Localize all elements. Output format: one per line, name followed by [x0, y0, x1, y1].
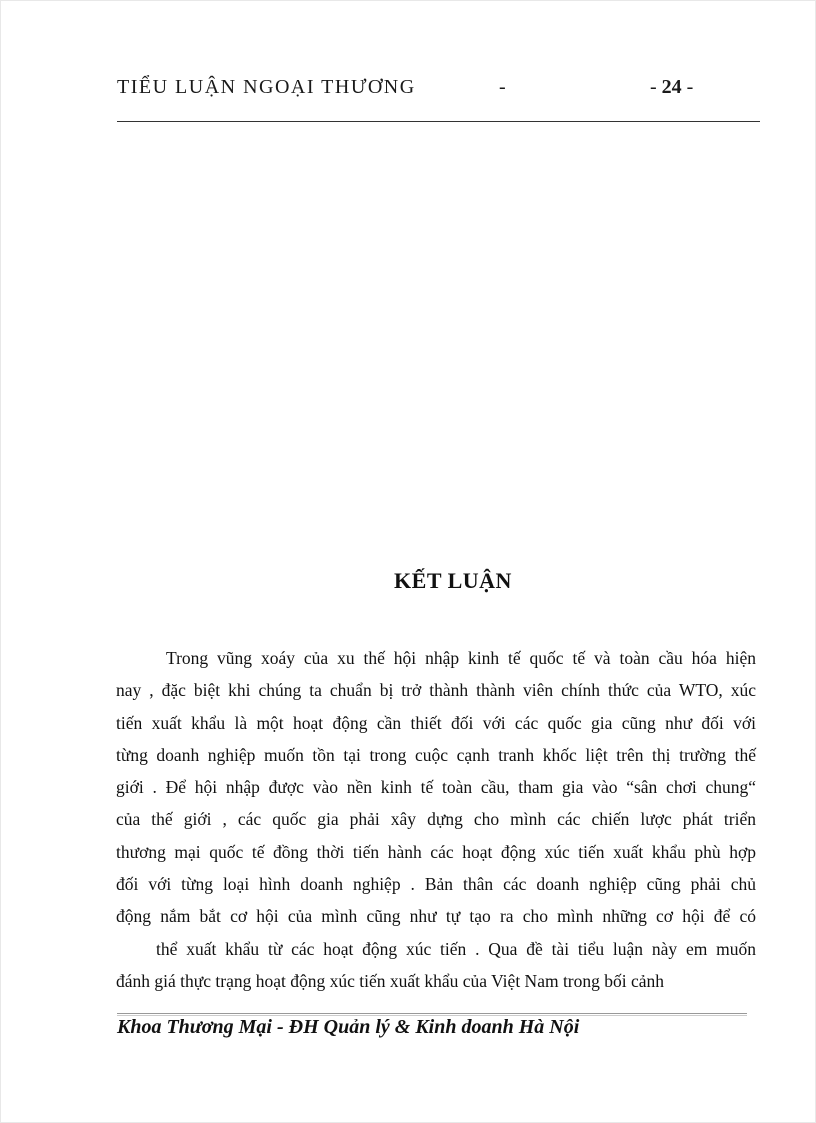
paragraph-line: thể xuất khẩu từ các hoạt động xúc tiến . Qua đề tài tiểu luận này em muốn — [156, 938, 756, 959]
paragraph-line: đối với từng loại hình doanh nghiệp . Bản thân các doanh nghiệp cũng phải chủ — [116, 874, 756, 895]
header-rule — [117, 121, 760, 122]
page-number — [650, 76, 693, 99]
page-number-value: 24 — [661, 76, 682, 98]
paragraph-line: Trong vũng xoáy của xu thế hội nhập kinh tế quốc tế và toàn cầu hóa hiện — [166, 648, 756, 668]
page-header — [117, 76, 760, 106]
paragraph-line: đánh giá thực trạng hoạt động xúc tiến xuất khẩu của Việt Nam trong bối cảnh — [116, 970, 665, 991]
page-footer: Khoa Thương Mại - ĐH Quản lý & Kinh doanh Hà Nội — [117, 1016, 580, 1038]
paragraph-line: nay , đặc biệt khi chúng ta chuẩn bị trở thành thành viên chính thức của WTO, xúc — [116, 680, 756, 701]
paragraph-line: của thế giới , các quốc gia phải xây dựng cho mình các chiến lược phát triển — [116, 809, 756, 830]
paragraph-line: giới . Để hội nhập được vào nền kinh tế toàn cầu, tham gia vào “sân chơi chung“ — [116, 777, 756, 798]
paragraph-line: động nắm bắt cơ hội của mình cũng như tự tạo ra cho mình những cơ hội để có — [116, 906, 756, 927]
header-separator: - — [499, 76, 506, 98]
body-paragraph — [116, 642, 756, 997]
page-number-suffix: - — [681, 76, 694, 98]
paragraph-line: thương mại quốc tế đồng thời tiến hành các hoạt động xúc tiến xuất khẩu phù hợp — [116, 841, 756, 862]
section-title: KẾT LUẬN — [394, 568, 512, 593]
paragraph-line: từng doanh nghiệp muốn tồn tại trong cuộc cạnh tranh khốc liệt trên thị trường thế — [116, 744, 756, 765]
page-number-prefix: - — [650, 76, 662, 98]
header-title: TIỂU LUẬN NGOẠI THƯƠNG — [117, 76, 416, 98]
paragraph-line: tiến xuất khẩu là một hoạt động cần thiết đối với các quốc gia cũng như đối với — [116, 712, 756, 733]
